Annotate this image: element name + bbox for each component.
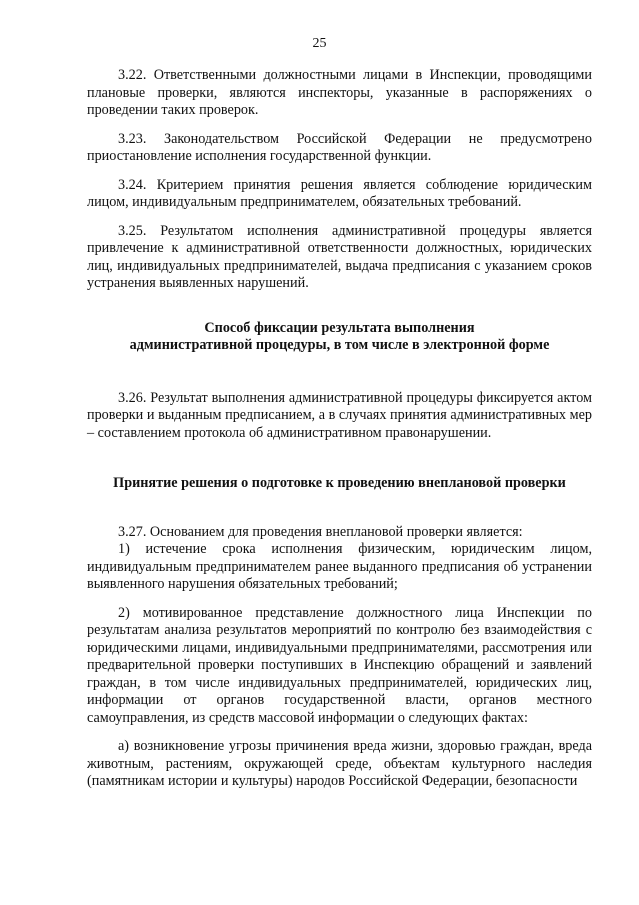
section-heading-line-1: Способ фиксации результата выполнения	[204, 319, 475, 336]
list-item-1: 1) истечение срока исполнения физическим, юридическим лицом, индивидуальным предпринимателем ранее выданного предписания об устранении выявленного нарушения обязательных требований;	[87, 541, 592, 592]
section-heading-text: Принятие решения о подготовке к проведению внеплановой проверки	[113, 475, 566, 491]
paragraph-3-24: 3.24. Критерием принятия решения является соблюдение юридическим лицом, индивидуальным предпринимателем, обязательных требований.	[87, 176, 592, 210]
list-item-2: 2) мотивированное представление должностного лица Инспекции по результатам анализа результатов мероприятий по контролю без взаимодействия с юридическими лицами, индивидуальными предпринимателями, рассмотрения или предварительной проверки поступивших в Инспекцию обращений и заявлений граждан, в том числе индивидуальных предпринимателей, юридических лиц, информации от органов государственной власти, органов местного самоуправления, из средств массовой информации о следующих фактах:	[87, 604, 592, 726]
paragraph-3-23: 3.23. Законодательством Российской Федерации не предусмотрено приостановление исполнения государственной функции.	[87, 130, 592, 164]
paragraph-3-22: 3.22. Ответственными должностными лицами в Инспекции, проводящими плановые проверки, являются инспекторы, указанные в распоряжениях о проведении таких проверок.	[87, 67, 592, 118]
section-heading-line-2: административной процедуры, в том числе в электронной форме	[129, 337, 550, 353]
paragraph-3-25: 3.25. Результатом исполнения административной процедуры является привлечение к административной ответственности должностных, юридических лиц, индивидуальных предпринимателей, выдача предписания с указанием сроков устранения выявленных нарушений.	[87, 222, 592, 291]
section-heading-result-fixation	[87, 320, 592, 355]
paragraph-3-26: 3.26. Результат выполнения административной процедуры фиксируется актом проверки и выданным предписанием, а в случаях принятия административных мер – составлением протокола об административном правонарушении.	[87, 389, 592, 441]
page-number: 25	[312, 36, 327, 51]
paragraph-3-27: 3.27. Основанием для проведения внеплановой проверки является:	[118, 523, 523, 540]
document-body	[87, 67, 592, 802]
section-heading-unscheduled-inspection	[87, 475, 592, 493]
list-item-a: а) возникновение угрозы причинения вреда жизни, здоровью граждан, вреда животным, растениям, окружающей среде, объектам культурного наследия (памятникам истории и культуры) народов Российской Федерации, безопасности	[87, 738, 592, 789]
